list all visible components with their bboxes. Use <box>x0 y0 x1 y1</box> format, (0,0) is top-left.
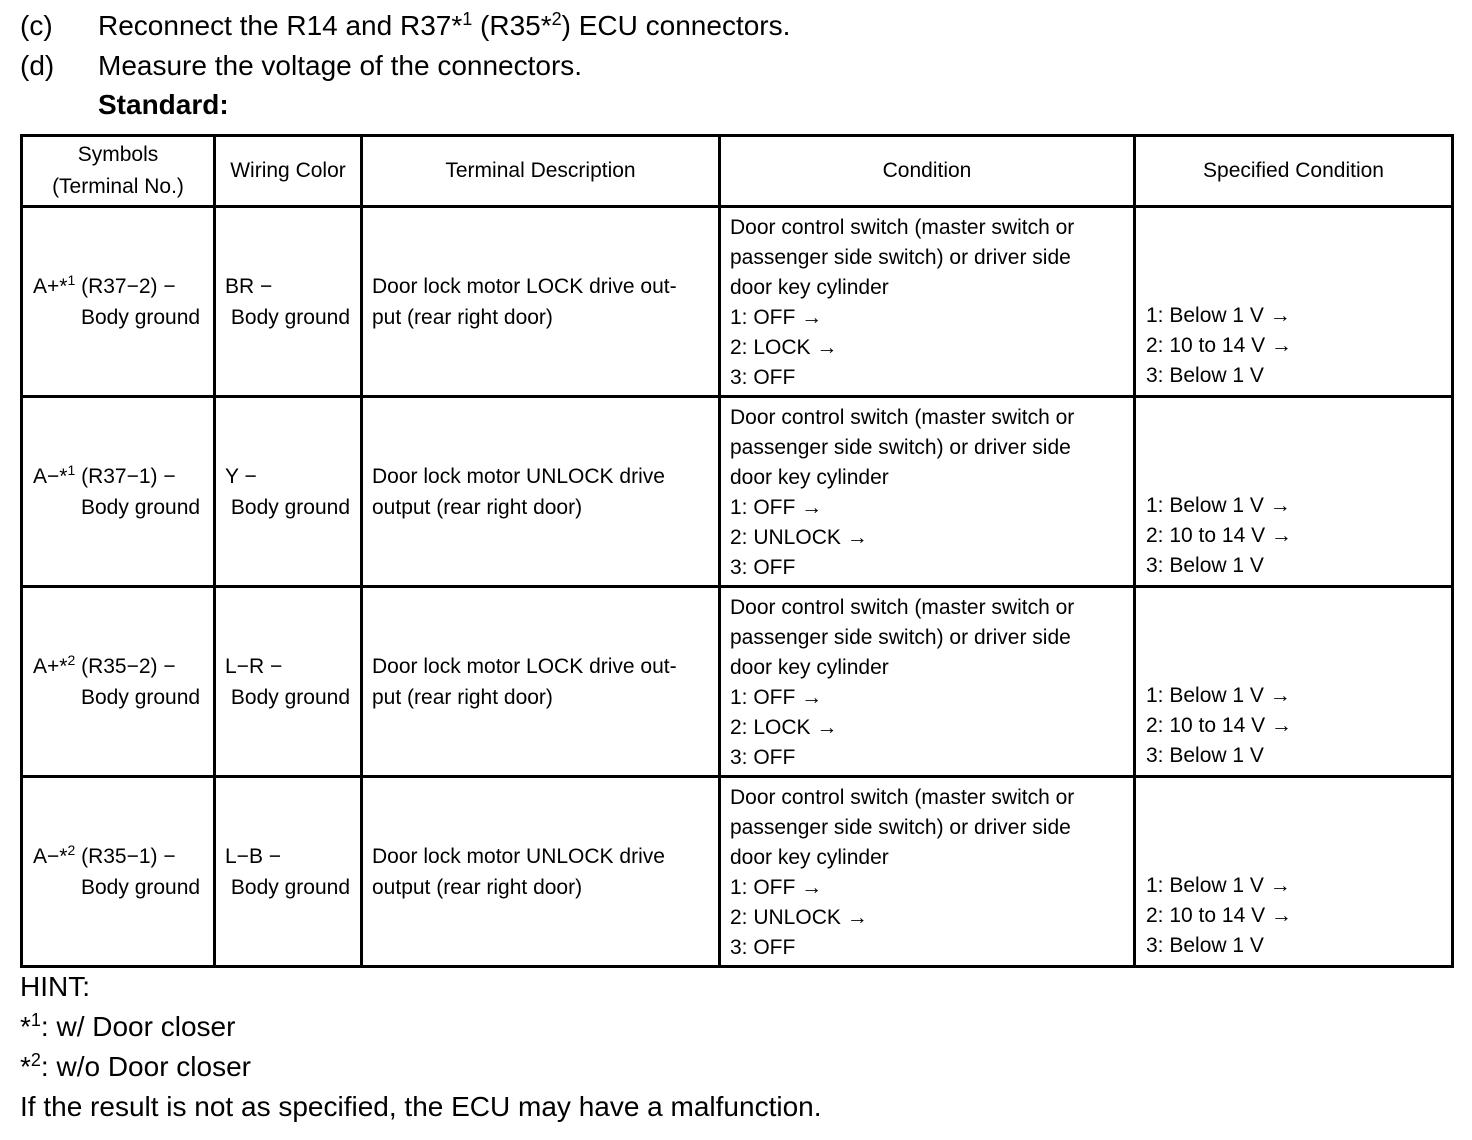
description-line: put (rear right door) <box>372 685 553 709</box>
hint-asterisk: * <box>20 1011 31 1042</box>
table-row <box>22 777 1453 967</box>
condition-line: Door control switch (master switch or <box>730 596 1075 619</box>
cell-terminal-description <box>362 207 720 397</box>
footnote-marker: 1 <box>462 9 473 29</box>
condition-line: 2: UNLOCK → <box>730 526 868 549</box>
symbol-ground: Body ground <box>81 875 201 899</box>
specified-line: 1: Below 1 V → <box>1146 684 1291 707</box>
specified-line: 1: Below 1 V → <box>1146 874 1291 897</box>
symbol-name: A+* <box>33 274 68 298</box>
header-symbols-line2: (Terminal No.) <box>52 175 184 198</box>
cell-condition <box>720 587 1135 777</box>
cell-terminal-description <box>362 587 720 777</box>
cell-symbols <box>22 397 215 587</box>
condition-line: 3: OFF <box>730 366 796 389</box>
hint-title: HINT: <box>20 971 90 1002</box>
footnote-marker: 2 <box>67 651 76 668</box>
symbol-name: A−* <box>33 464 68 488</box>
cell-wiring-color <box>215 397 362 587</box>
condition-line: 1: OFF → <box>730 306 823 329</box>
description-line: Door lock motor LOCK drive out- <box>372 274 677 298</box>
specified-line: 3: Below 1 V <box>1146 744 1264 767</box>
specified-line: 1: Below 1 V → <box>1146 494 1291 517</box>
hint-note-text: : w/ Door closer <box>40 1011 236 1042</box>
standard-label: Standard: <box>98 89 229 120</box>
description-line: put (rear right door) <box>372 305 553 329</box>
step-text-part: Reconnect the R14 and R37* <box>98 10 463 41</box>
cell-symbols <box>22 587 215 777</box>
description-line: Door lock motor LOCK drive out- <box>372 654 677 678</box>
specified-line: 3: Below 1 V <box>1146 554 1264 577</box>
terminal-number: (R37−2) − <box>75 274 176 298</box>
symbol-name: A+* <box>33 654 68 678</box>
footnote-marker: 1 <box>67 271 76 288</box>
condition-line: 1: OFF → <box>730 876 823 899</box>
condition-line: 3: OFF <box>730 936 796 959</box>
table-row <box>22 397 1453 587</box>
wire-color: L−R − <box>225 654 283 678</box>
condition-line: 2: LOCK → <box>730 716 838 739</box>
description-line: output (rear right door) <box>372 495 583 519</box>
condition-line: 2: LOCK → <box>730 336 838 359</box>
condition-line: 3: OFF <box>730 746 796 769</box>
condition-line: passenger side switch) or driver side <box>730 436 1071 459</box>
wire-color: BR − <box>225 274 273 298</box>
description-line: Door lock motor UNLOCK drive <box>372 844 665 868</box>
step-text-part: (R35* <box>472 10 552 41</box>
hint-note-2 <box>20 1051 251 1083</box>
table-row <box>22 587 1453 777</box>
wire-ground: Body ground <box>230 305 350 329</box>
description-line: Door lock motor UNLOCK drive <box>372 464 665 488</box>
cell-condition <box>720 777 1135 967</box>
specified-line: 2: 10 to 14 V → <box>1146 714 1292 737</box>
specified-line: 2: 10 to 14 V → <box>1146 524 1292 547</box>
cell-specified-condition <box>1135 777 1453 967</box>
header-symbols <box>22 136 215 207</box>
header-terminal-description: Terminal Description <box>362 136 720 207</box>
terminal-number: (R35−2) − <box>75 654 176 678</box>
condition-line: 2: UNLOCK → <box>730 906 868 929</box>
step-label: (c) <box>20 10 53 41</box>
condition-line: Door control switch (master switch or <box>730 406 1075 429</box>
header-symbols-line1: Symbols <box>77 143 159 166</box>
cell-wiring-color <box>215 587 362 777</box>
wire-ground: Body ground <box>230 875 350 899</box>
symbol-name: A−* <box>33 844 68 868</box>
cell-wiring-color <box>215 207 362 397</box>
cell-condition <box>720 397 1135 587</box>
cell-terminal-description <box>362 777 720 967</box>
specified-line: 3: Below 1 V <box>1146 934 1264 957</box>
specified-line: 1: Below 1 V → <box>1146 304 1291 327</box>
cell-condition <box>720 207 1135 397</box>
footnote-marker: 2 <box>30 1050 41 1070</box>
step-text-part: ) ECU connectors. <box>561 10 791 41</box>
specified-line: 2: 10 to 14 V → <box>1146 904 1292 927</box>
specified-line: 3: Below 1 V <box>1146 364 1264 387</box>
condition-line: 3: OFF <box>730 556 796 579</box>
condition-line: passenger side switch) or driver side <box>730 246 1071 269</box>
cell-specified-condition <box>1135 587 1453 777</box>
cell-symbols <box>22 207 215 397</box>
wire-color: Y − <box>225 464 257 488</box>
step-text: Measure the voltage of the connectors. <box>98 50 583 81</box>
header-wiring-color: Wiring Color <box>215 136 362 207</box>
condition-line: passenger side switch) or driver side <box>730 816 1071 839</box>
condition-line: Door control switch (master switch or <box>730 216 1075 239</box>
footnote-marker: 1 <box>67 461 76 478</box>
terminal-number: (R37−1) − <box>75 464 176 488</box>
step-label: (d) <box>20 50 55 81</box>
description-line: output (rear right door) <box>372 875 583 899</box>
wire-color: L−B − <box>225 844 282 868</box>
condition-line: passenger side switch) or driver side <box>730 626 1071 649</box>
header-condition: Condition <box>720 136 1135 207</box>
table-header-row <box>22 136 1453 207</box>
cell-terminal-description <box>362 397 720 587</box>
voltage-spec-table <box>20 134 1454 968</box>
wire-ground: Body ground <box>230 495 350 519</box>
hint-note-text: : w/o Door closer <box>40 1051 251 1082</box>
cell-specified-condition <box>1135 397 1453 587</box>
condition-line: door key cylinder <box>730 656 889 679</box>
hint-result-text: If the result is not as specified, the ECU may have a malfunction. <box>20 1091 822 1122</box>
footnote-marker: 1 <box>30 1010 41 1030</box>
condition-line: Door control switch (master switch or <box>730 786 1075 809</box>
condition-line: 1: OFF → <box>730 686 823 709</box>
hint-asterisk: * <box>20 1051 31 1082</box>
symbol-ground: Body ground <box>81 305 201 329</box>
cell-symbols <box>22 777 215 967</box>
table-row <box>22 207 1453 397</box>
condition-line: door key cylinder <box>730 276 889 299</box>
terminal-number: (R35−1) − <box>75 844 176 868</box>
specified-line: 2: 10 to 14 V → <box>1146 334 1292 357</box>
footnote-marker: 2 <box>551 9 562 29</box>
condition-line: door key cylinder <box>730 846 889 869</box>
symbol-ground: Body ground <box>81 685 201 709</box>
header-specified-condition: Specified Condition <box>1135 136 1453 207</box>
cell-specified-condition <box>1135 207 1453 397</box>
symbol-ground: Body ground <box>81 495 201 519</box>
cell-wiring-color <box>215 777 362 967</box>
hint-note-1 <box>20 1011 235 1043</box>
condition-line: 1: OFF → <box>730 496 823 519</box>
condition-line: door key cylinder <box>730 466 889 489</box>
footnote-marker: 2 <box>67 841 76 858</box>
wire-ground: Body ground <box>230 685 350 709</box>
step-text <box>98 10 790 42</box>
